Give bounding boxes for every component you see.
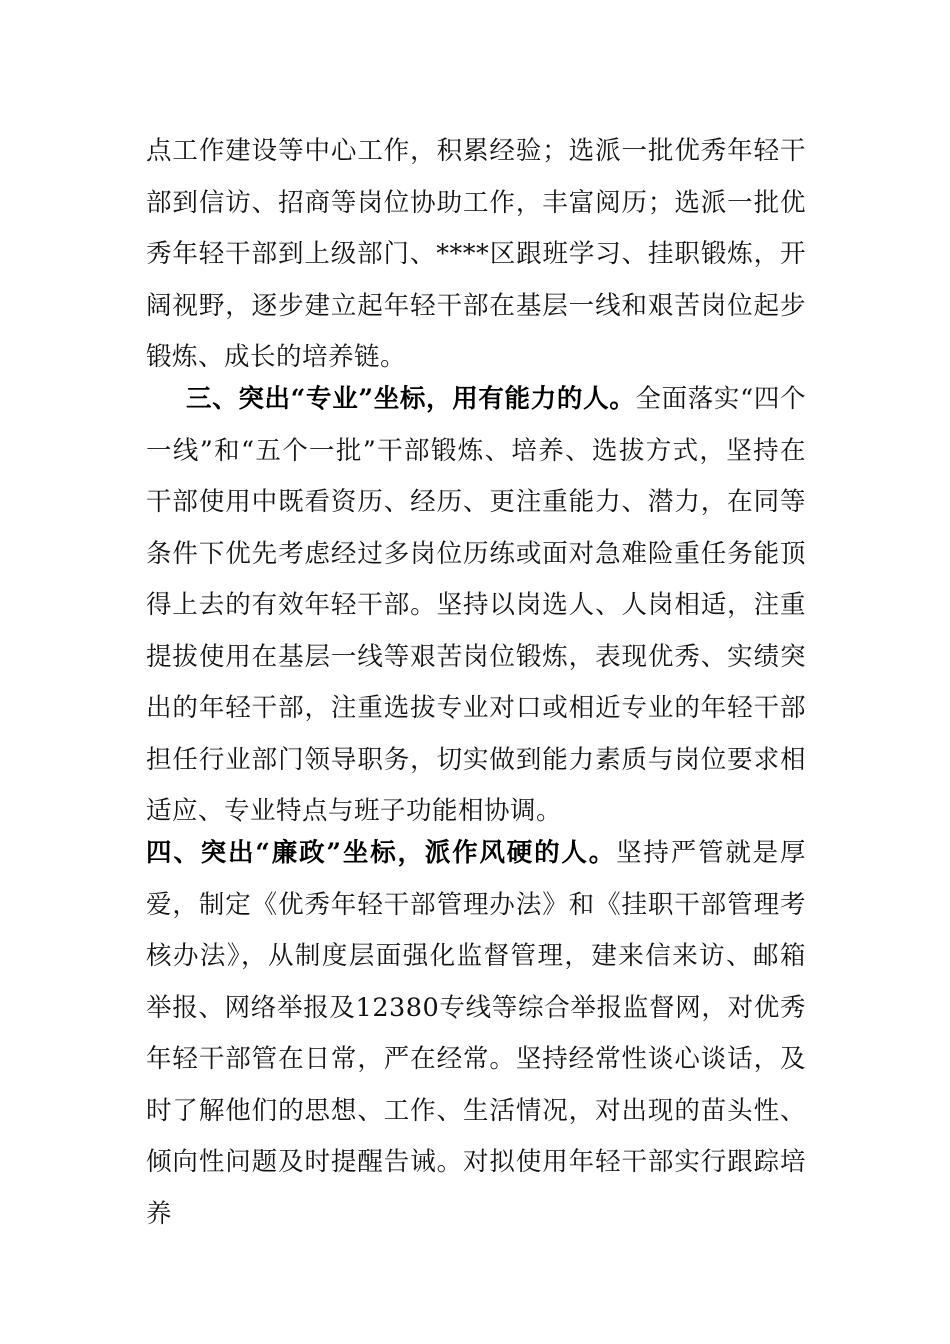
section-3-heading: 三、突出“专业”坐标，用有能力的人。 [186,384,636,414]
paragraph-3-text: 坚持严管就是厚爱，制定《优秀年轻干部管理办法》和《挂职干部管理考核办法》，从制度层面强化监督管理，建来信来访、邮箱举报、网络举报及12380专线等综合举报监督网，对优秀年轻干部管在日常，严在经常。坚持经常性谈心谈话，及时了解他们的思想、工作、生活情况，对出现的苗头性、倾向性问题及时提醒告诫。对拟使用年轻干部实行跟踪培养 [146,838,806,1229]
paragraph-3 [146,828,806,1240]
paragraph-2-text: 全面落实“四个一线”和“五个一批”干部锻炼、培养、选拔方式，坚持在干部使用中既看资历、经历、更注重能力、潜力，在同等条件下优先考虑经过多岗位历练或面对急难险重任务能顶得上去的有效年轻干部。坚持以岗选人、人岗相适，注重提拔使用在基层一线等艰苦岗位锻炼，表现优秀、实绩突出的年轻干部，注重选拔专业对口或相近专业的年轻干部担任行业部门领导职务，切实做到能力素质与岗位要求相适应、专业特点与班子功能相协调。 [146,384,806,826]
paragraph-1-text: 点工作建设等中心工作，积累经验；选派一批优秀年轻干部到信访、招商等岗位协助工作，丰富阅历；选派一批优秀年轻干部到上级部门、****区跟班学习、挂职锻炼，开阔视野，逐步建立起年轻干部在基层一线和艰苦岗位起步锻炼、成长的培养链。 [146,136,806,372]
section-4-heading: 四、突出“廉政”坐标，派作风硬的人。 [146,838,617,868]
paragraph-2 [146,374,806,838]
paragraph-1 [146,126,806,384]
